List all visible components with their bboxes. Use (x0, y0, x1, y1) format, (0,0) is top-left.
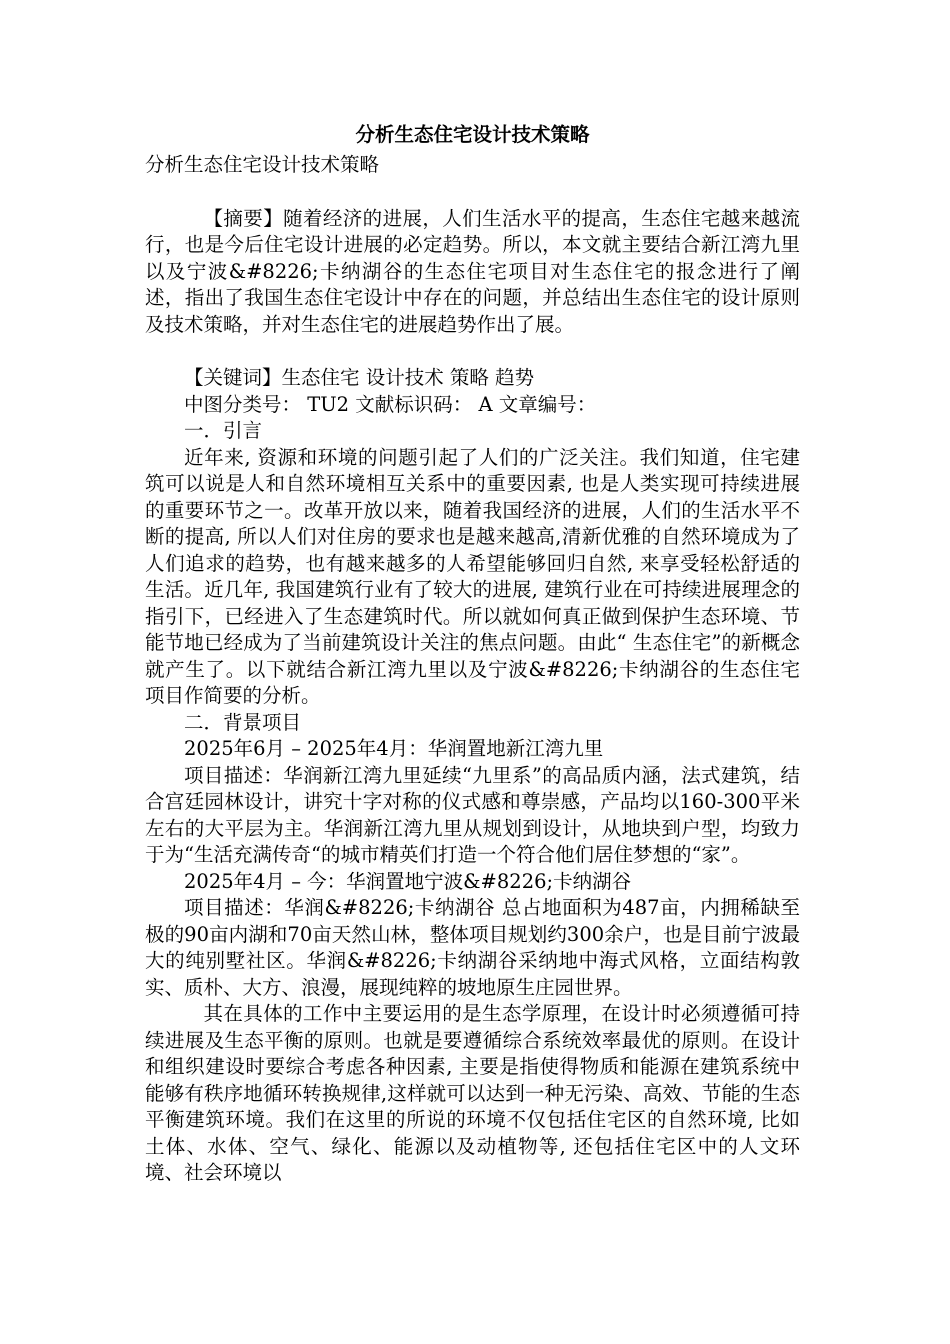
introduction-paragraph: 近年来, 资源和环境的问题引起了人们的广泛关注。我们知道，住宅建筑可以说是人和自然环境相互关系中的重要因素, 也是人类实现可持续进展的重要环节之一。改革开放以来，随着我国经济的进展，人们的生活水平不断的提高, 所以人们对住房的要求也是越来越高,清新优雅的自然环境成为了人们追求的趋势，也有越来越多的人希望能够回归自然, 来享受轻松舒适的生活。近几年, 我国建筑行业有了较大的进展, 建筑行业在可持续进展理念的指引下，已经进入了生态建筑时代。所以就如何真正做到保护生态环境、节能节地已经成为了当前建筑设计关注的焦点问题。由此“ 生态住宅”的新概念就产生了。以下就结合新江湾九里以及宁波&#8226;卡纳湖谷的生态住宅项目作简要的分析。 (145, 445, 800, 707)
classification-line: 中图分类号： TU2 文献标识码： A 文章编号： (184, 392, 597, 416)
document-subtitle: 分析生态住宅设计技术策略 (145, 153, 380, 176)
section-heading-introduction: 一．引言 (184, 419, 263, 442)
keywords-line: 【关键词】生态住宅 设计技术 策略 趋势 (184, 366, 535, 389)
project2-date-line: 2025年4月 – 今：华润置地宁波&#8226;卡纳湖谷 (184, 869, 632, 893)
abstract-paragraph: 【摘要】随着经济的进展，人们生活水平的提高，生态住宅越来越流行，也是今后住宅设计进展的必定趋势。所以，本文就主要结合新江湾九里以及宁波&#8226;卡纳湖谷的生态住宅项目对生态住宅的报念进行了阐述，指出了我国生态住宅设计中存在的问题，并总结出生态住宅的设计原则及技术策略，并对生态住宅的进展趋势作出了展。 (145, 206, 800, 336)
project1-date-line: 2025年6月 – 2025年4月：华润置地新江湾九里 (184, 737, 604, 760)
project2-description: 项目描述：华润&#8226;卡纳湖谷 总占地面积为487亩，内拥稀缺至极的90亩内湖和70亩天然山林，整体项目规划约300余户，也是目前宁波最大的纯别墅社区。华润&#8226;卡纳湖谷采纳地中海式风格，立面结构敦实、质朴、大方、浪漫，展现纯粹的坡地原生庄园世界。 (145, 896, 800, 999)
section-heading-background: 二．背景项目 (184, 710, 302, 734)
document-title: 分析生态住宅设计技术策略 (355, 123, 590, 146)
project1-description: 项目描述：华润新江湾九里延续“九里系”的高品质内涵，法式建筑，结合宫廷园林设计，讲究十字对称的仪式感和尊崇感，产品均以160-300平米左右的大平层为主。华润新江湾九里从规划到设计，从地块到户型，均致力于为“生活充满传奇“的城市精英们打造一个符合他们居住梦想的“家”。 (145, 763, 800, 866)
document-page (145, 118, 800, 1187)
principle-paragraph: 其在具体的工作中主要运用的是生态学原理，在设计时必须遵循可持续进展及生态平衡的原则。也就是要遵循综合系统效率最优的原则。在设计和组织建设时要综合考虑各种因素, 主要是指使得物质和能源在建筑系统中能够有秩序地循环转换规律,这样就可以达到一种无污染、高效、节能的生态平衡建筑环境。我们在这里的所说的环境不仅包括住宅区的自然环境, 比如土体、水体、空气、绿化、能源以及动植物等, 还包括住宅区中的人文环境、社会环境以 (145, 1002, 800, 1184)
